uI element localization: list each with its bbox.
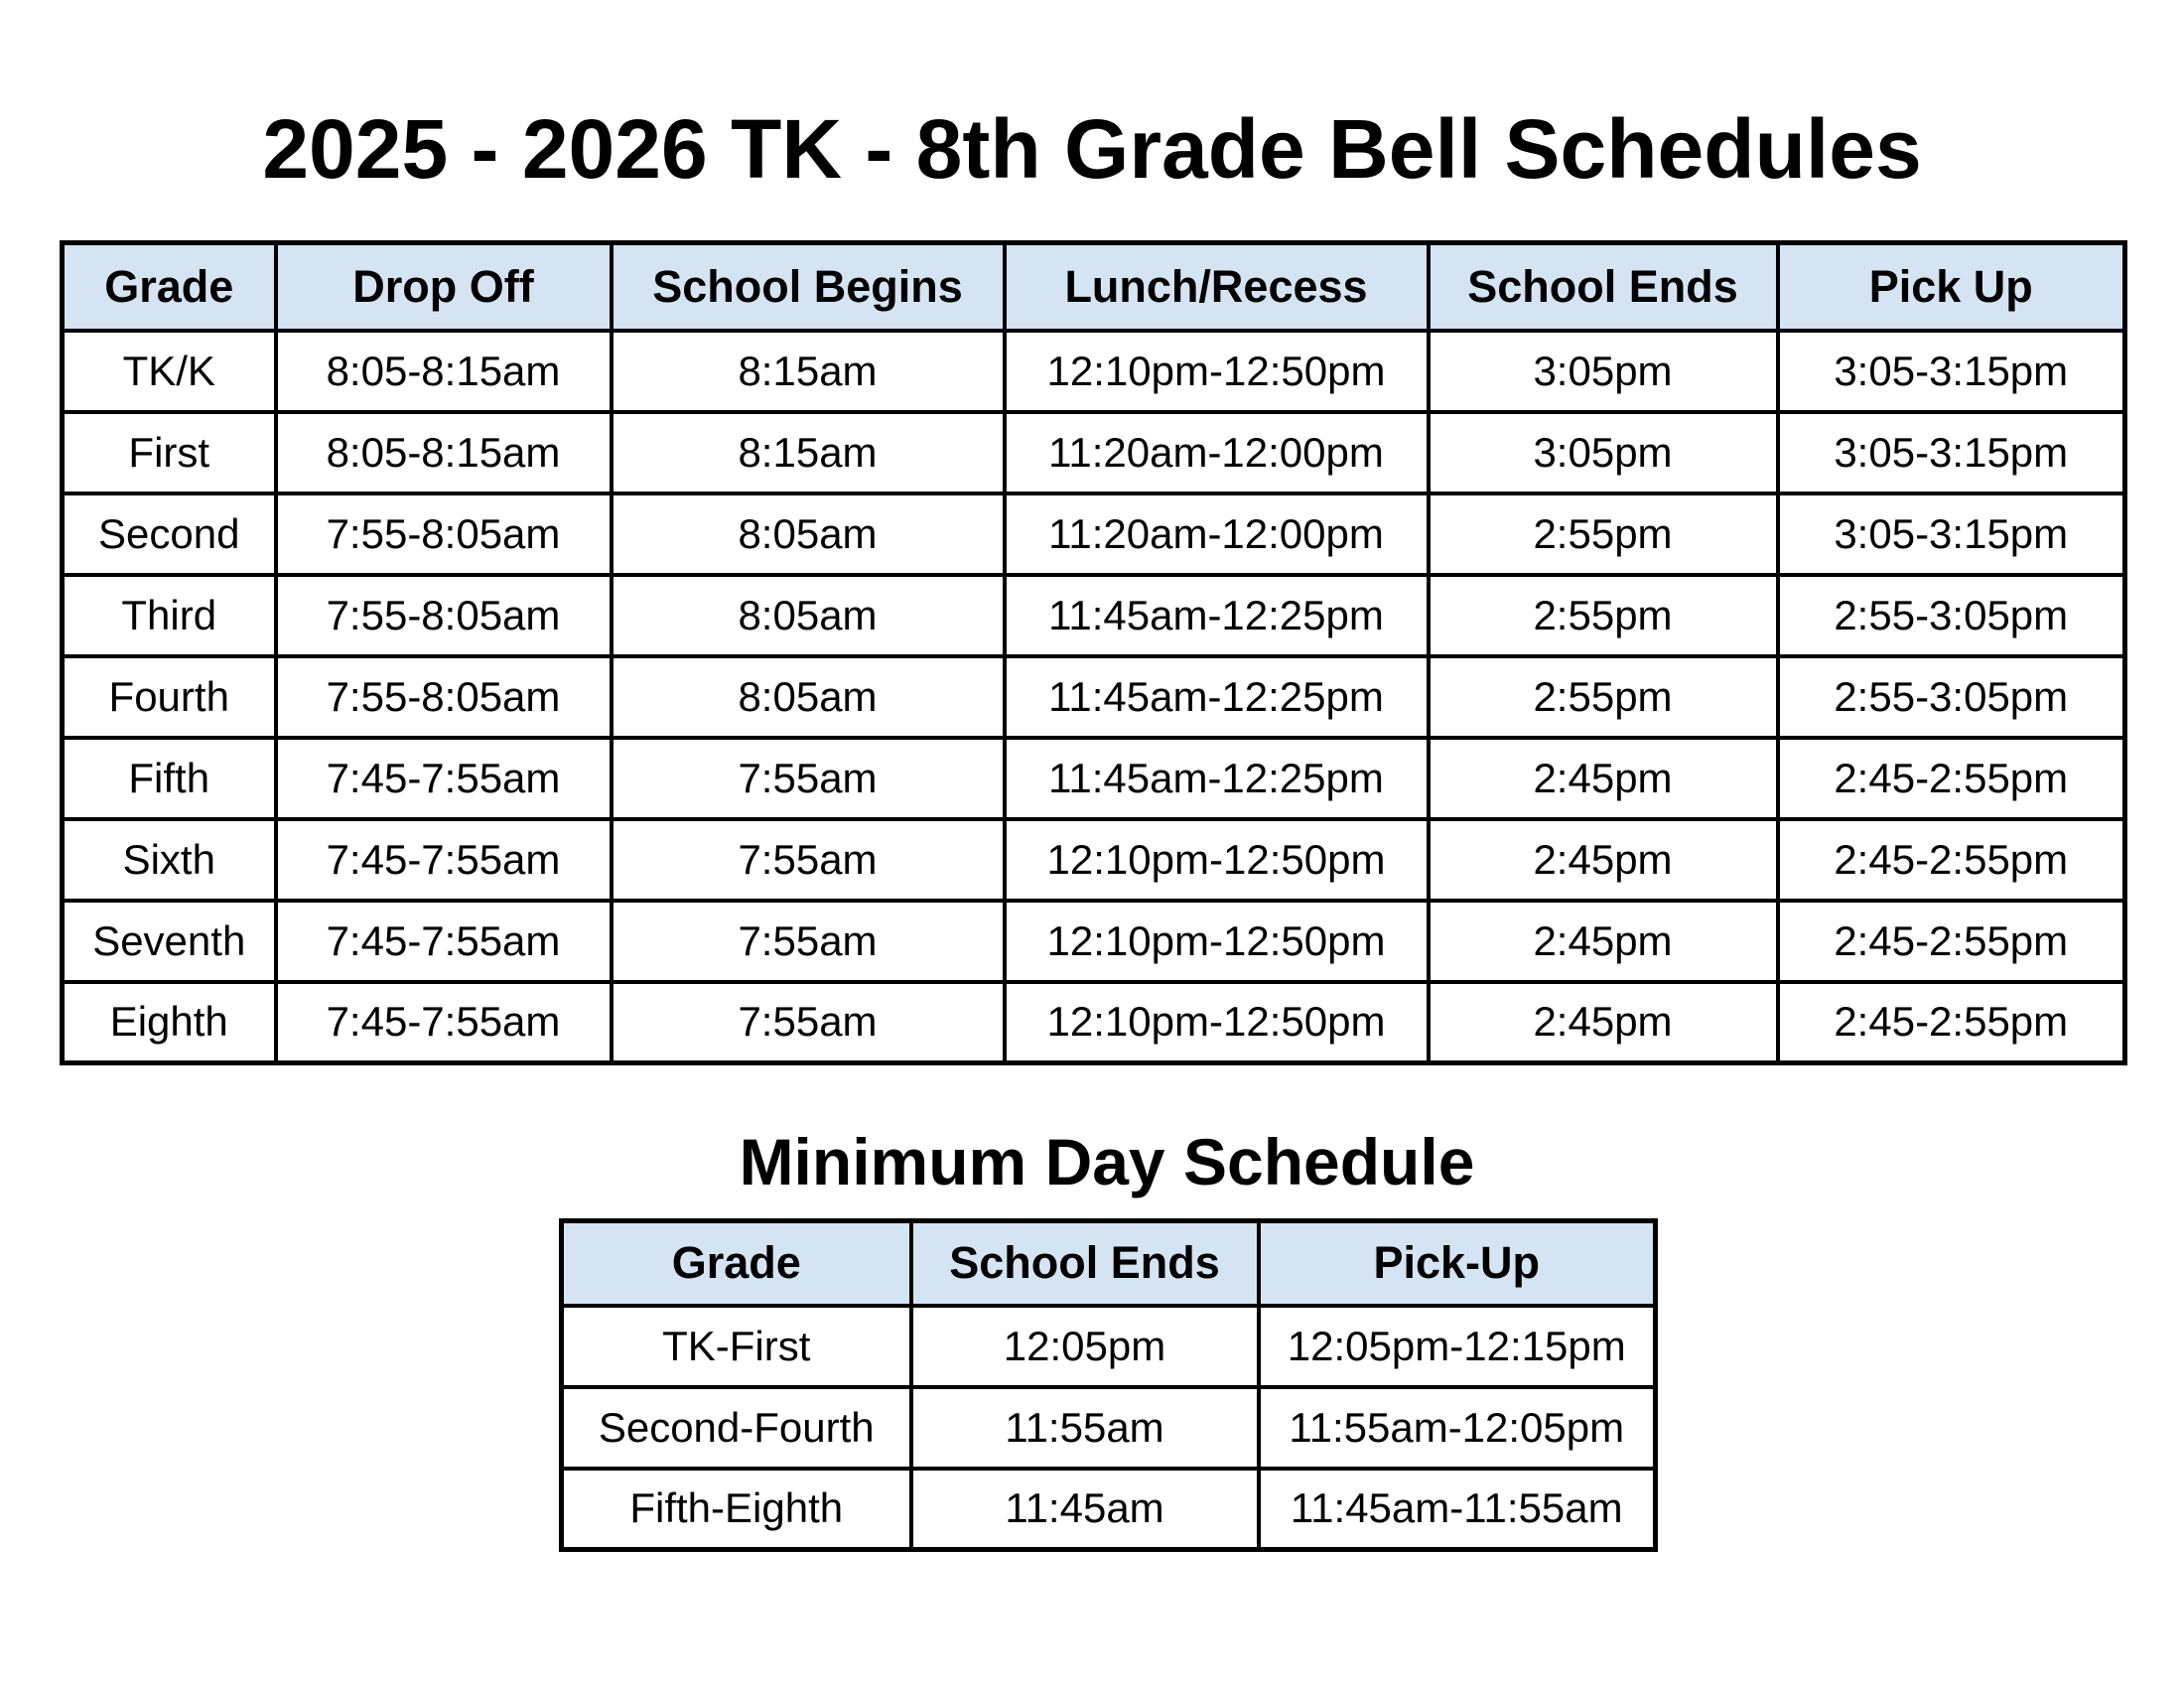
- school-begins-cell: 8:15am: [612, 412, 1005, 493]
- school-begins-cell: 7:55am: [612, 819, 1005, 901]
- column-header-grade: Grade: [562, 1221, 911, 1306]
- school-ends-cell: 2:55pm: [1429, 656, 1778, 738]
- school-begins-cell: 7:55am: [612, 738, 1005, 819]
- pick-up-cell: 2:45-2:55pm: [1778, 738, 2125, 819]
- lunch-recess-cell: 11:20am-12:00pm: [1005, 412, 1429, 493]
- lunch-recess-cell: 11:45am-12:25pm: [1005, 656, 1429, 738]
- school-ends-cell: 3:05pm: [1429, 412, 1778, 493]
- table-row: [63, 738, 2125, 819]
- school-ends-cell: 11:55am: [911, 1387, 1259, 1469]
- minimum-day-title: Minimum Day Schedule: [739, 1125, 1475, 1198]
- table-row: [562, 1387, 1656, 1469]
- lunch-recess-cell: 11:45am-12:25pm: [1005, 738, 1429, 819]
- table-row: [63, 331, 2125, 412]
- school-ends-cell: 11:45am: [911, 1469, 1259, 1550]
- pick-up-cell: 2:55-3:05pm: [1778, 656, 2125, 738]
- pick-up-cell: 3:05-3:15pm: [1778, 331, 2125, 412]
- grade-cell: Fourth: [63, 656, 276, 738]
- table-row: [63, 819, 2125, 901]
- grade-cell: Second-Fourth: [562, 1387, 911, 1469]
- column-header-grade: Grade: [63, 243, 276, 331]
- drop-off-cell: 7:45-7:55am: [276, 901, 612, 982]
- bell-schedule-header-row: [63, 243, 2125, 331]
- grade-cell: Sixth: [63, 819, 276, 901]
- column-header-school-begins: School Begins: [612, 243, 1005, 331]
- grade-cell: Second: [63, 493, 276, 575]
- pick-up-cell: 12:05pm-12:15pm: [1259, 1306, 1656, 1387]
- pick-up-cell: 2:45-2:55pm: [1778, 819, 2125, 901]
- school-ends-cell: 2:55pm: [1429, 493, 1778, 575]
- lunch-recess-cell: 12:10pm-12:50pm: [1005, 819, 1429, 901]
- minimum-day-table: [559, 1218, 1658, 1552]
- school-begins-cell: 8:05am: [612, 656, 1005, 738]
- grade-cell: Eighth: [63, 982, 276, 1063]
- column-header-pick-up: Pick Up: [1778, 243, 2125, 331]
- school-ends-cell: 3:05pm: [1429, 331, 1778, 412]
- table-row: [63, 901, 2125, 982]
- table-row: [63, 982, 2125, 1063]
- table-row: [63, 493, 2125, 575]
- table-row: [63, 412, 2125, 493]
- drop-off-cell: 7:55-8:05am: [276, 575, 612, 656]
- drop-off-cell: 7:45-7:55am: [276, 738, 612, 819]
- column-header-school-ends: School Ends: [1429, 243, 1778, 331]
- grade-cell: Fifth: [63, 738, 276, 819]
- school-ends-cell: 2:45pm: [1429, 982, 1778, 1063]
- table-row: [562, 1306, 1656, 1387]
- lunch-recess-cell: 12:10pm-12:50pm: [1005, 901, 1429, 982]
- lunch-recess-cell: 12:10pm-12:50pm: [1005, 982, 1429, 1063]
- grade-cell: TK-First: [562, 1306, 911, 1387]
- grade-cell: Seventh: [63, 901, 276, 982]
- column-header-lunch-recess: Lunch/Recess: [1005, 243, 1429, 331]
- grade-cell: Fifth-Eighth: [562, 1469, 911, 1550]
- school-ends-cell: 12:05pm: [911, 1306, 1259, 1387]
- column-header-drop-off: Drop Off: [276, 243, 612, 331]
- school-begins-cell: 7:55am: [612, 982, 1005, 1063]
- drop-off-cell: 8:05-8:15am: [276, 412, 612, 493]
- lunch-recess-cell: 11:20am-12:00pm: [1005, 493, 1429, 575]
- pick-up-cell: 2:45-2:55pm: [1778, 901, 2125, 982]
- grade-cell: First: [63, 412, 276, 493]
- drop-off-cell: 8:05-8:15am: [276, 331, 612, 412]
- column-header-school-ends: School Ends: [911, 1221, 1259, 1306]
- bell-schedule-table: [60, 240, 2127, 1065]
- grade-cell: TK/K: [63, 331, 276, 412]
- table-row: [63, 575, 2125, 656]
- school-ends-cell: 2:55pm: [1429, 575, 1778, 656]
- grade-cell: Third: [63, 575, 276, 656]
- minimum-day-header-row: [562, 1221, 1656, 1306]
- school-begins-cell: 8:15am: [612, 331, 1005, 412]
- drop-off-cell: 7:55-8:05am: [276, 656, 612, 738]
- pick-up-cell: 3:05-3:15pm: [1778, 493, 2125, 575]
- pick-up-cell: 11:45am-11:55am: [1259, 1469, 1656, 1550]
- school-begins-cell: 7:55am: [612, 901, 1005, 982]
- column-header-pick-up: Pick-Up: [1259, 1221, 1656, 1306]
- pick-up-cell: 2:45-2:55pm: [1778, 982, 2125, 1063]
- pick-up-cell: 11:55am-12:05pm: [1259, 1387, 1656, 1469]
- table-row: [63, 656, 2125, 738]
- lunch-recess-cell: 12:10pm-12:50pm: [1005, 331, 1429, 412]
- drop-off-cell: 7:45-7:55am: [276, 982, 612, 1063]
- school-begins-cell: 8:05am: [612, 575, 1005, 656]
- page-title: 2025 - 2026 TK - 8th Grade Bell Schedules: [262, 102, 1922, 196]
- pick-up-cell: 2:55-3:05pm: [1778, 575, 2125, 656]
- school-ends-cell: 2:45pm: [1429, 819, 1778, 901]
- drop-off-cell: 7:55-8:05am: [276, 493, 612, 575]
- drop-off-cell: 7:45-7:55am: [276, 819, 612, 901]
- table-row: [562, 1469, 1656, 1550]
- school-ends-cell: 2:45pm: [1429, 901, 1778, 982]
- lunch-recess-cell: 11:45am-12:25pm: [1005, 575, 1429, 656]
- school-ends-cell: 2:45pm: [1429, 738, 1778, 819]
- pick-up-cell: 3:05-3:15pm: [1778, 412, 2125, 493]
- school-begins-cell: 8:05am: [612, 493, 1005, 575]
